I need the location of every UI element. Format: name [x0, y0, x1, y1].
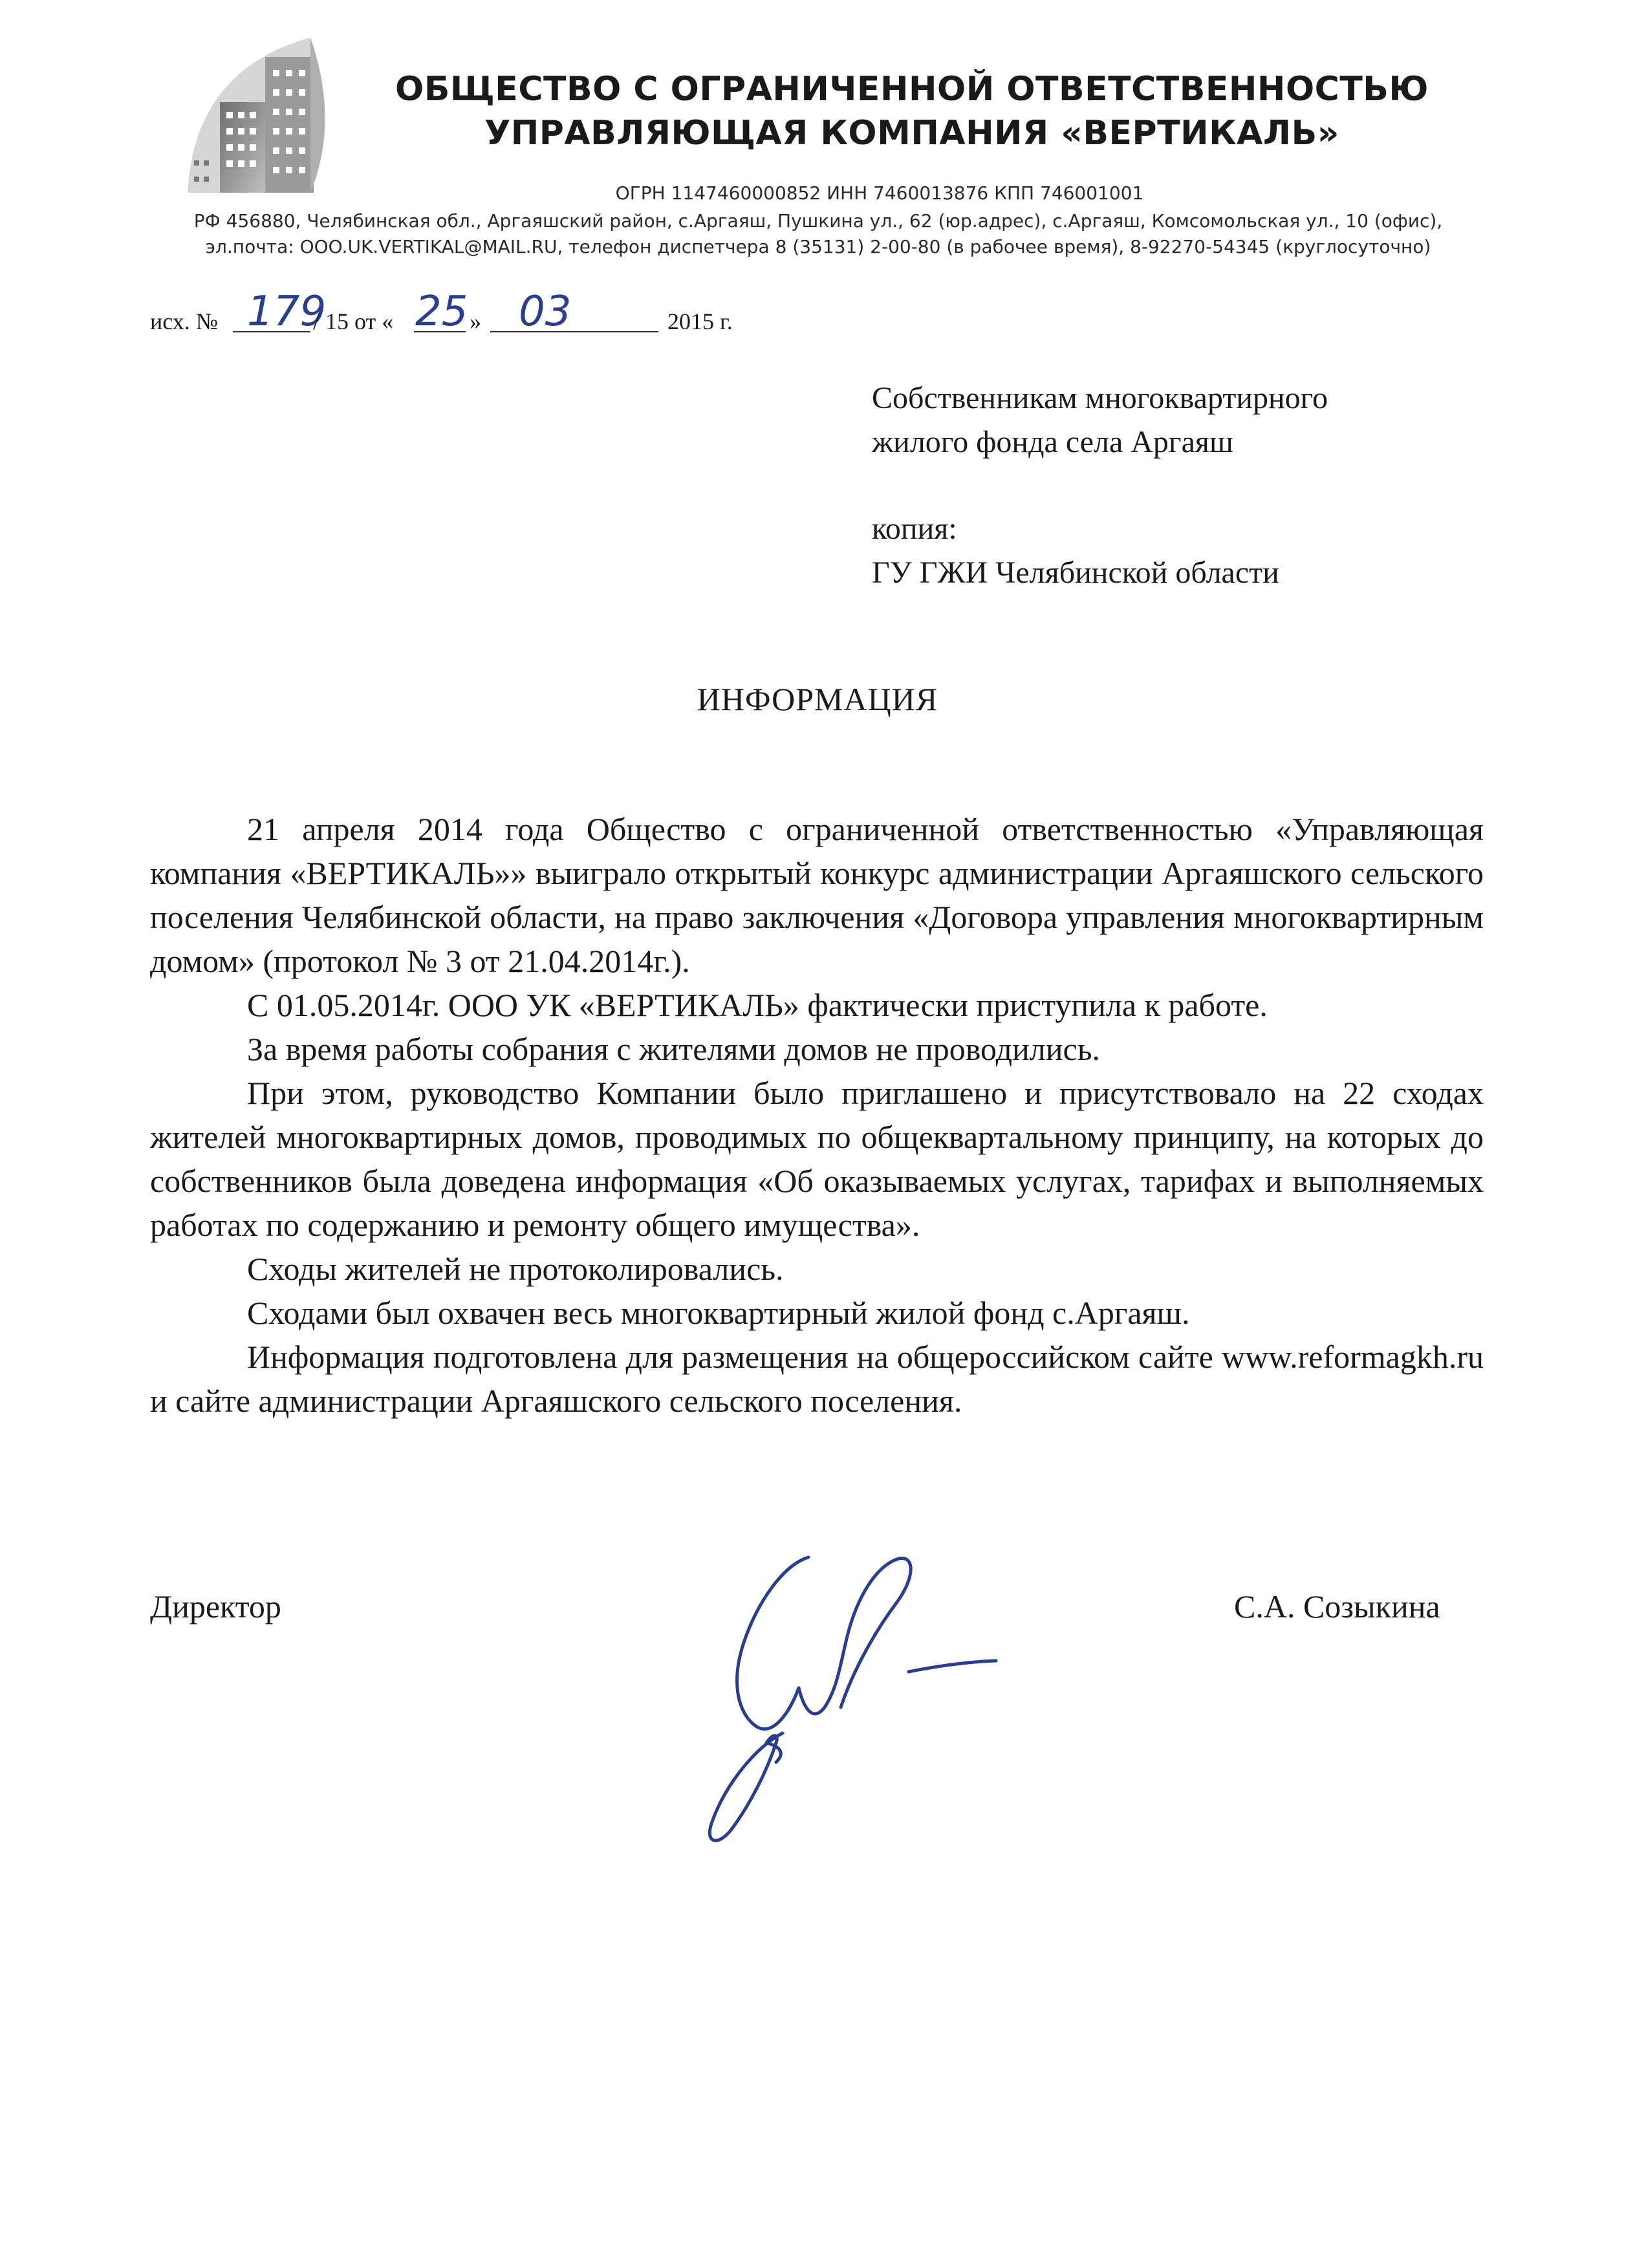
outgoing-year: 2015 г. [667, 308, 733, 334]
outgoing-day-handwritten: 25 [415, 288, 468, 336]
outgoing-number-prefix: исх. № [150, 308, 219, 334]
handwritten-signature-icon [660, 1520, 1009, 1869]
copy-label: копия: [872, 512, 957, 546]
addressee-line2: жилого фонда села Аргаяш [872, 425, 1233, 459]
outgoing-number-handwritten: 179 [247, 288, 327, 336]
company-name-line1: ОБЩЕСТВО С ОГРАНИЧЕННОЙ ОТВЕТСТВЕННОСТЬЮ [395, 70, 1429, 109]
signer-name: С.А. Созыкина [1234, 1588, 1440, 1625]
company-logo-icon [181, 31, 343, 206]
paragraph-not-recorded: Сходы жителей не протоколировались. [247, 1251, 784, 1287]
paragraph-start-work: С 01.05.2014г. ООО УК «ВЕРТИКАЛЬ» фактически приступила к работе. [247, 987, 1268, 1023]
outgoing-year-suffix: / 15 от « [313, 308, 394, 334]
copy-recipient: ГУ ГЖИ Челябинской области [872, 556, 1279, 590]
paragraph-publication: Информация подготовлена для размещения на общероссийском сайте www.reformagkh.ru и сайте администрации Аргаяшского сельского поселения. [150, 1339, 1484, 1419]
addressee-line1: Собственникам многоквартирного [872, 381, 1328, 415]
company-address: РФ 456880, Челябинская обл., Аргаяшский район, с.Аргаяш, Пушкина ул., 62 (юр.адрес), с.Аргаяш, Комсомольская ул., 10 (офис), [193, 210, 1443, 232]
company-name-line2: УПРАВЛЯЮЩАЯ КОМПАНИЯ «ВЕРТИКАЛЬ» [484, 114, 1339, 153]
company-registration: ОГРН 1147460000852 ИНН 7460013876 КПП 746001001 [615, 182, 1144, 204]
outgoing-day-close: » [470, 308, 481, 334]
paragraph-no-meetings: За время работы собрания с жителями домов не проводились. [247, 1031, 1100, 1067]
paragraph-coverage: Сходами был охвачен весь многоквартирный жилой фонд с.Аргаяш. [247, 1295, 1190, 1331]
company-contacts: эл.почта: OOO.UK.VERTIKAL@MAIL.RU, телефон диспетчера 8 (35131) 2-00-80 (в рабочее время), 8-92270-54345 (круглосуточно) [205, 236, 1431, 257]
signer-role: Директор [150, 1588, 281, 1625]
outgoing-month-underline [490, 331, 658, 332]
document-body [150, 807, 1484, 1423]
paragraph-gatherings: При этом, руководство Компании было приглашено и присутствовало на 22 сходах жителей многоквартирных домов, проводимых по общеквартальному принципу, на которых до собственников была доведена информация «Об оказываемых услугах, тарифах и выполняемых работах по содержанию и ремонту общего имущества». [150, 1075, 1484, 1243]
document-title: ИНФОРМАЦИЯ [697, 681, 938, 717]
paragraph-contest: 21 апреля 2014 года Общество с ограниченной ответственностью «Управляющая компания «ВЕРТИКАЛЬ»» выиграло открытый конкурс администрации Аргаяшского сельского поселения Челябинской области, на право заключения «Договора управления многоквартирным домом» (протокол № 3 от 21.04.2014г.). [150, 811, 1484, 979]
outgoing-month-handwritten: 03 [519, 288, 572, 336]
